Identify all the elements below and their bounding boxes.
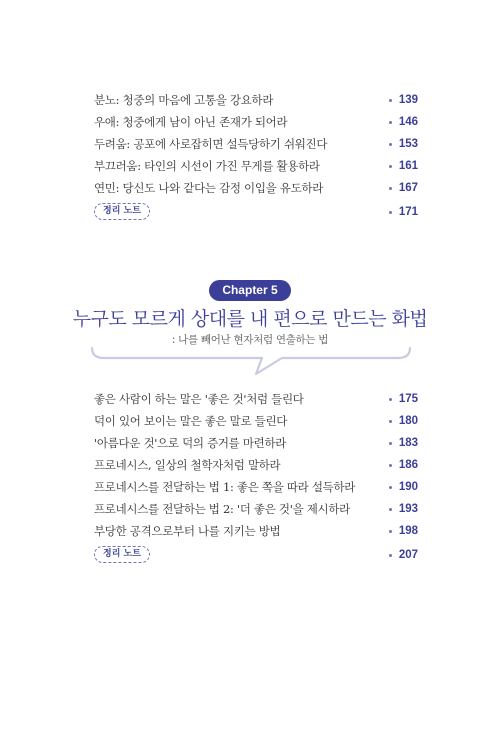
toc-entry[interactable] <box>94 411 418 431</box>
leader-dot <box>389 486 392 489</box>
leader-dot <box>389 398 392 401</box>
toc-entry-page: 193 <box>398 503 418 515</box>
toc-note-entry[interactable] <box>94 545 418 565</box>
leader-dot <box>389 554 392 557</box>
toc-entry-page: 139 <box>398 94 418 106</box>
toc-entry[interactable] <box>94 521 418 541</box>
leader-dot <box>389 442 392 445</box>
toc-entry-page: 207 <box>398 549 418 561</box>
leader-dot <box>389 420 392 423</box>
leader-dot <box>389 508 392 511</box>
leader-dot <box>389 165 392 168</box>
toc-entry-page: 190 <box>398 481 418 493</box>
toc-entry[interactable] <box>94 134 418 154</box>
toc-entry-title: 분노: 청중의 마음에 고통을 강요하라 <box>94 93 274 107</box>
toc-entry-title: '아름다운 것'으로 덕의 증거를 마련하라 <box>94 436 287 450</box>
chapter-title: 누구도 모르게 상대를 내 편으로 만드는 화법 <box>72 308 428 330</box>
toc-entry-page: 146 <box>398 116 418 128</box>
toc-entry-title: 두려움: 공포에 사로잡히면 설득당하기 쉬워진다 <box>94 137 328 151</box>
toc-entry[interactable] <box>94 90 418 110</box>
leader-dot <box>389 464 392 467</box>
toc-entry[interactable] <box>94 455 418 475</box>
leader-dot <box>389 530 392 533</box>
leader-dot <box>389 211 392 214</box>
toc-entry-page: 186 <box>398 459 418 471</box>
chapter-subtitle: : 나를 빼어난 현자처럼 연출하는 법 <box>171 334 329 346</box>
toc-entry-page: 183 <box>398 437 418 449</box>
toc-entry-page: 167 <box>398 182 418 194</box>
leader-dot <box>389 143 392 146</box>
toc-entry-title: 좋은 사람이 하는 말은 '좋은 것'처럼 들린다 <box>94 392 304 406</box>
toc-entry[interactable] <box>94 178 418 198</box>
toc-note-entry[interactable] <box>94 202 418 222</box>
toc-entry[interactable] <box>94 433 418 453</box>
toc-entry-title: 연민: 당신도 나와 같다는 감정 이입을 유도하라 <box>94 181 324 195</box>
toc-entry-title: 덕이 있어 보이는 말은 좋은 말로 들린다 <box>94 414 288 428</box>
toc-entry[interactable] <box>94 499 418 519</box>
toc-entry-title: 프로네시스를 전달하는 법 1: 좋은 쪽을 따라 설득하라 <box>94 480 356 494</box>
toc-entry-title: 프로네시스, 일상의 철학자처럼 말하라 <box>94 458 281 472</box>
toc-entry[interactable] <box>94 477 418 497</box>
toc-entry[interactable] <box>94 156 418 176</box>
toc-entry-title: 부끄러움: 타인의 시선이 가진 무게를 활용하라 <box>94 159 320 173</box>
leader-dot <box>389 121 392 124</box>
toc-entry-page: 198 <box>398 525 418 537</box>
toc-entry-title: 부당한 공격으로부터 나를 지키는 방법 <box>94 524 281 538</box>
toc-entry-page: 171 <box>398 206 418 218</box>
toc-entry-page: 175 <box>398 393 418 405</box>
toc-entry-page: 180 <box>398 415 418 427</box>
toc-entry[interactable] <box>94 112 418 132</box>
toc-entry-page: 161 <box>398 160 418 172</box>
summary-note-badge: 정리 노트 <box>94 203 150 220</box>
leader-dot <box>389 187 392 190</box>
summary-note-badge: 정리 노트 <box>94 546 150 563</box>
leader-dot <box>389 99 392 102</box>
chapter-badge: Chapter 5 <box>209 280 291 301</box>
toc-entry-title: 프로네시스를 전달하는 법 2: '더 좋은 것'을 제시하라 <box>94 502 350 516</box>
toc-entry-page: 153 <box>398 138 418 150</box>
toc-entry-title: 우애: 청중에게 남이 아닌 존재가 되어라 <box>94 115 288 129</box>
toc-entry[interactable] <box>94 389 418 409</box>
